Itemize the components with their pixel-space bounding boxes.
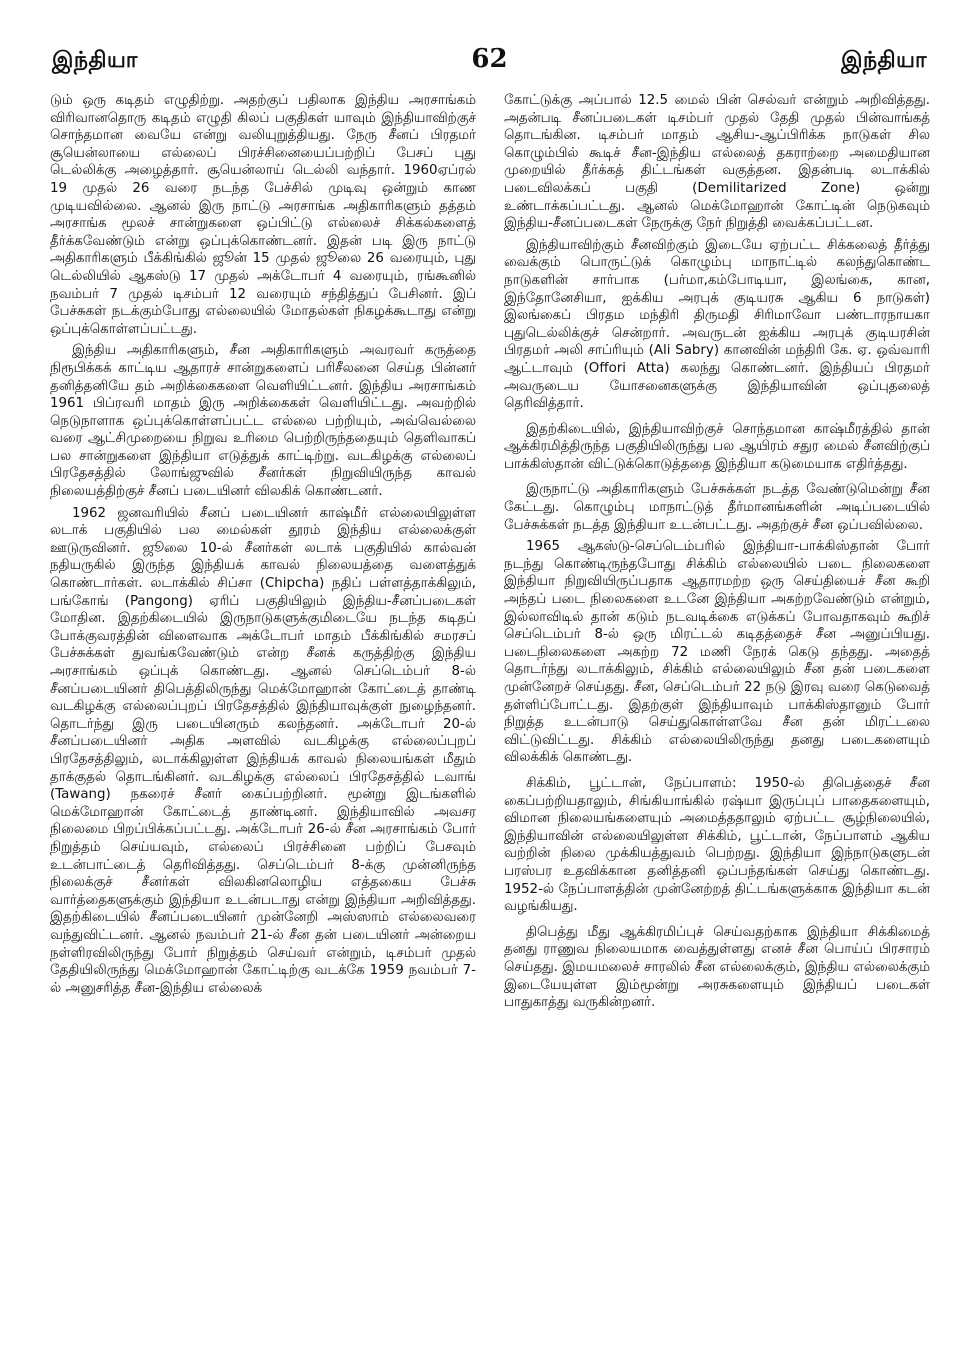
page-header [52,44,927,84]
running-title-left: இந்தியா [52,48,138,73]
paragraph: இருநாட்டு அதிகாரிகளும் பேச்சுக்கள் நடத்த வேண்டுமென்று சீன கேட்டது. கொழும்பு மாநாட்டுத் தீர்மானங்களின் அடிப்படையில் பேச்சுக்கள் நடத்த இந்தியா உடன்பட்டது. அதற்குச் சீன ஒப்பவில்லை. [504,482,930,533]
left-column [50,92,476,1332]
paragraph: திபெத்து மீது ஆக்கிரமிப்புச் செய்வதற்காக இந்தியா சிக்கிமைத் தனது ராணுவ நிலையமாக வைத்துள்ளது எனச் சீன பொய்ப் பிரசாரம் செய்தது. இமயமலைச் சாரலில் சீன எல்லைக்கும், இந்திய எல்லைக்கும் இடையேயுள்ள இம்மூன்று அரசுகளையும் இந்தியப் படைகள் பாதுகாத்து வருகின்றனர். [504,924,930,1011]
paragraph: 1965 ஆகஸ்டு-செப்டெம்பரில் இந்தியா-பாக்கிஸ்தான் போர் நடந்து கொண்டிருந்தபோது சிக்கிம் எல்லையில் படை நிலைகளை இந்தியா நிறுவியிருப்பதாக ஆதாரமற்ற ஒரு செய்தியைச் சீன கூறி அந்தப் படை நிலைகளை உடனே இந்தியா அகற்றவேண்டும் என்றும், இல்லாவிடில் தான் கடும் நடவடிக்கை எடுக்கப் போவதாகவும் கூறிச் செப்டெம்பர் 8-ல் ஒரு மிரட்டல் கடிதத்தைச் சீன அனுப்பியது. படைநிலைகளை அகற்ற 72 மணி நேரக் கெடு தந்தது. அதைத் தொடர்ந்து லடாக்கிலும், சிக்கிம் எல்லையிலும் சீன தன் படைகளை முன்னேறச் செய்தது. சீன, செப்டெம்பர் 22 நடு இரவு வரை கெடுவைத் தள்ளிப்போட்டது. இதற்குள் இந்தியாவும் பாக்கிஸ்தானும் போர் நிறுத்த உடன்பாடு செய்துகொள்ளவே சீன தன் மிரட்டலை விட்டுவிட்டது. சிக்கிம் எல்லையிலிருந்து தனது படைகளையும் விலக்கிக் கொண்டது. [504,539,930,766]
paragraph: கோட்டுக்கு அப்பால் 12.5 மைல் பின் செல்வர் என்றும் அறிவித்தது. அதன்படி சீனப்படைகள் டிசம்பர் முதல் தேதி முதல் பின்வாங்கத் தொடங்கின. டிசம்பர் மாதம் ஆசிய-ஆப்பிரிக்க நாடுகள் சில கொழும்பில் கூடிச் சீன-இந்திய எல்லைத் தகராற்றை அமைதியான முறையில் தீர்க்கத் திட்டங்கள் வகுத்தன. இதன்படி லடாக்கில் படைவிலக்கப் பகுதி (Demilitarized Zone) ஒன்று உண்டாக்கப்பட்டது. ஆனல் மெக்மோஹான் கோட்டின் நெடுகவும் இந்திய-சீனப்படைகள் நேருக்கு நேர் நிறுத்தி வைக்கப்பட்டன. [504,93,930,232]
paragraph: 1962 ஜனவரியில் சீனப் படையினர் காஷ்மீர் எல்லையிலுள்ள லடாக் பகுதியில் பல மைல்கள் தூரம் இந்திய எல்லைக்குள் ஊடுருவினர். ஜூலை 10-ல் சீனர்கள் லடாக் பகுதியில் கால்வன் நதியருகில் இருந்த இந்தியக் காவல் நிலையத்தை வளைத்துக் கொண்டார்கள். லடாக்கில் சிப்சா (Chipcha) நதிப் பள்ளத்தாக்கிலும், பங்கோங் (Pangong) ஏரிப் பகுதியிலும் இந்திய-சீனப்படைகள் மோதின. இதற்கிடையில் இருநாடுகளுக்குமிடையே நடந்த கடிதப் போக்குவரத்தின் விளைவாக அக்டோபர் மாதம் பீக்கிங்கில் சமரசப் பேச்சுக்கள் துவங்கவேண்டும் என்ற சீனக் கருத்திற்கு இந்திய அரசாங்கம் ஒப்புக் கொண்டது. ஆனல் செப்டெம்பர் 8-ல் சீனப்படையினர் திபெத்திலிருந்து மெக்மோஹான் கோட்டைத் தாண்டி வடகிழக்கு எல்லைப்புறப் பிரதேசத்தில் இந்தியாவுக்குள் நுழைந்தனர். தொடர்ந்து இரு படையினரும் கலந்தனர். அக்டோபர் 20-ல் சீனப்படையினர் அதிக அளவில் வடகிழக்கு எல்லைப்புறப் பிரதேசத்திலும், லடாக்கிலுள்ள இந்தியக் காவல் நிலையங்கள் மீதும் தாக்குதல் தொடங்கினர். வடகிழக்கு எல்லைப் பிரதேசத்தில் டவாங் (Tawang) நகரைச் சீனர் கைப்பற்றினர். மூன்று இடங்களில் மெக்மோஹான் கோட்டைத் தாண்டினர். இந்தியாவில் அவசர நிலைமை பிறப்பிக்கப்பட்டது. அக்டோபர் 26-ல் சீன அரசாங்கம் போர் நிறுத்தம் செய்யவும், எல்லைப் பிரச்சினை பற்றிப் பேசவும் உடன்பாட்டைத் தெரிவித்தது. செப்டெம்பர் 8-க்கு முன்னிருந்த நிலைக்குச் சீனர்கள் விலகினலொழிய எத்தகைய பேச்சு வார்த்தைகளுக்கும் இந்தியா உடன்படாது என்று இந்தியா அறிவித்தது. இதற்கிடையில் சீனப்படையினர் முன்னேறி அஸ்ஸாம் எல்லைவரை வந்துவிட்டனர். ஆனல் நவம்பர் 21-ல் சீன தன் படையினர் அன்றைய நள்ளிரவிலிருந்து போர் நிறுத்தம் செய்வர் என்றும், டிசம்பர் முதல் தேதியிலிருந்து மெக்மோஹான் கோட்டிற்கு வடக்கே 1959 நவம்பர் 7-ல் அனுசரித்த சீன-இந்திய எல்லைக் [50,505,476,996]
paragraph: டும் ஒரு கடிதம் எழுதிற்று. அதற்குப் பதிலாக இந்திய அரசாங்கம் விரிவானதொரு கடிதம் எழுதி கிலப் பகுதிகள் யாவும் இந்தியாவிற்குச் சொந்தமான வையே என்று வலியுறுத்தியது. நேரு சீனப் பிரதமர் சூயென்லாயை எல்லைப் பிரச்சினையைப்பற்றிப் பேசப் புது டெல்லிக்கு அழைத்தார். சூயென்லாய் டெல்லி வந்தார். 1960ஏப்ரல் 19 முதல் 26 வரை நடந்த பேச்சில் முடிவு ஒன்றும் காண முடியவில்லை. ஆனல் இரு நாட்டு அரசாங்க அதிகாரிகளும் தத்தம் அரசாங்க மூலச் சான்றுகளை ஒப்பிட்டு எல்லைச் சிக்கல்களைத் தீர்க்கவேண்டும் என்று ஒப்புக்கொண்டனர். இதன் படி இரு நாட்டு அதிகாரிகளும் பீக்கிங்கில் ஜூன் 15 முதல் ஜூலை 26 வரையும், புது டெல்லியில் ஆகஸ்டு 17 முதல் அக்டோபர் 4 வரையும், ரங்கூனில் நவம்பர் 7 முதல் டிசம்பர் 12 வரையும் சந்தித்துப் பேசினர். இப் பேச்சுகள் நடக்கும்போது எல்லையில் மோதல்கள் நிகழக்கூடாது என்று ஒப்புக்கொள்ளப்பட்டது. [50,93,476,337]
page-number: 62 [471,44,508,74]
paragraph: இந்தியாவிற்கும் சீனவிற்கும் இடையே ஏற்பட்ட சிக்கலைத் தீர்த்து வைக்கும் பொருட்டுக் கொழும்பு மாநாட்டில் கலந்துகொண்ட நாடுகளின் சார்பாக (பர்மா,கம்போடியா, இலங்கை, கான, இந்தோனேசியா, ஐக்கிய அரபுக் குடியரசு ஆகிய 6 நாடுகள்) இலங்கைப் பிரதம மந்திரி திருமதி சிரிமாவோ பண்டாரநாயகா புதுடெல்லிக்குச் சென்றார். அவருடன் ஐக்கிய அரபுக் குடியரசின் பிரதமர் அலி சாப்ரியும் (Ali Sabry) கானவின் மந்திரி கே. ஏ. ஒவ்வாரி ஆட்டாவும் (Offori Atta) கலந்து கொண்டனர். இந்தியப் பிரதமர் அவருடைய யோசனைகளுக்கு இந்தியாவின் ஒப்புதலைத் தெரிவித்தார். [504,237,930,412]
paragraph: சிக்கிம், பூட்டான், நேப்பாளம்: 1950-ல் திபெத்தைச் சீன கைப்பற்றியதாலும், சிங்கியாங்கில் ரஷ்யா இருப்புப் பாதைகளையும், விமான நிலையங்களையும் அமைத்ததாலும் ஏற்பட்ட சூழ்நிலையில், இந்தியாவின் எல்லையிலுள்ள சிக்கிம், பூட்டான், நேப்பாளம் ஆகிய வற்றின் நிலை முக்கியத்துவம் பெற்றது. இந்தியா இந்நாடுகளுடன் பரஸ்பர உதவிக்கான தனித்தனி ஒப்பந்தங்கள் செய்து கொண்டது. 1952-ல் நேப்பாளத்தின் முன்னேற்றத் திட்டங்களுக்காக இந்தியா கடன் வழங்கியது. [504,775,930,915]
text-columns [50,92,930,1332]
paragraph: இந்திய அதிகாரிகளும், சீன அதிகாரிகளும் அவரவர் கருத்தை நிரூபிக்கக் காட்டிய ஆதாரச் சான்றுகளைப் பரிசீலனை செய்த பின்னர் தனித்தனியே தம் அறிக்கைகளை வெளியிட்டனர். இந்திய அரசாங்கம் 1961 பிப்ரவரி மாதம் இரு அறிக்கைகள் வெளியிட்டது. அவற்றில் நெடுநாளாக ஒப்புக்கொள்ளப்பட்ட எல்லை பற்றியும், அவ்வெல்லை வரை ஆட்சிமுறையை நிறுவ உரிமை பெற்றிருந்ததையும் தெளிவாகப் பல சான்றுகளை இந்தியா எடுத்துக் காட்டிற்று. வடகிழக்கு எல்லைப் பிரதேசத்தில் லோங்ஜுவில் சீனர்கள் நிறுவியிருந்த காவல் நிலையத்திற்குச் சீனப் படையினர் விலகிக் கொண்டனர். [50,343,476,500]
running-title-right: இந்தியா [841,48,927,73]
paragraph: இதற்கிடையில், இந்தியாவிற்குச் சொந்தமான காஷ்மீரத்தில் தான் ஆக்கிரமித்திருந்த பகுதியிலிருந்து பல ஆயிரம் சதுர மைல் சீனவிற்குப் பாக்கிஸ்தான் விட்டுக்கொடுத்ததை இந்தியா கடுமையாக எதிர்த்தது. [504,421,930,472]
right-column [504,92,930,1332]
